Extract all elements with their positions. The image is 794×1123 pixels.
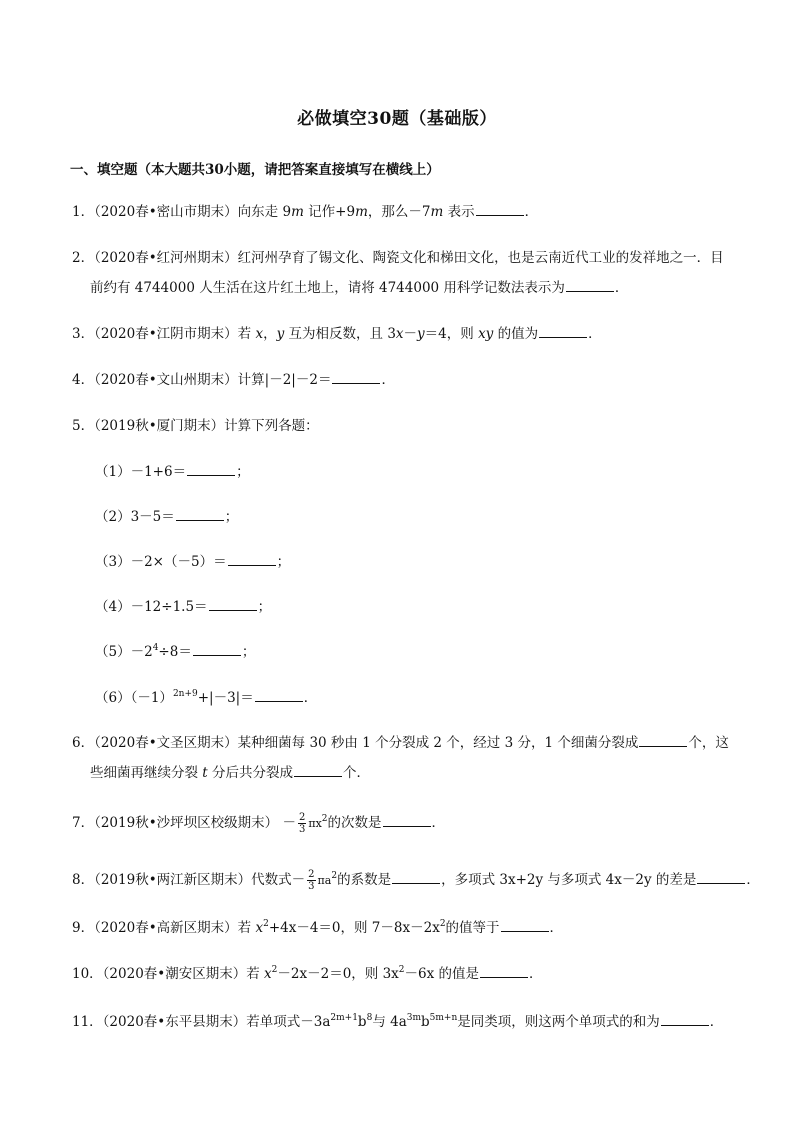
question-4 bbox=[72, 371, 395, 389]
term: πx bbox=[308, 817, 322, 830]
question-text: 计算|－2|－2＝ bbox=[237, 372, 332, 388]
question-source: 1．（2020春•密山市期末） bbox=[72, 204, 238, 220]
answer-blank[interactable] bbox=[228, 553, 276, 566]
punctuation: ． bbox=[381, 372, 395, 388]
variable: x bbox=[255, 920, 264, 936]
question-text: － bbox=[403, 326, 418, 342]
question-source: 3．（2020春•江阴市期末） bbox=[72, 326, 238, 342]
question-5 bbox=[72, 417, 319, 435]
variable: m bbox=[430, 204, 444, 220]
question-text: （2）3－5＝ bbox=[95, 509, 175, 525]
question-text: 记作+9 bbox=[303, 204, 356, 220]
question-text: 红河州孕育了锡文化、陶瓷文化和梯田文化，也是云南近代工业的发祥地之一．目 bbox=[237, 250, 724, 266]
punctuation: ； bbox=[257, 599, 272, 615]
question-text: b bbox=[357, 1014, 367, 1030]
answer-blank[interactable] bbox=[294, 764, 342, 777]
question-source: 8．（2019秋•两江新区期末） bbox=[72, 872, 252, 888]
question-text: 与 4a bbox=[372, 1014, 407, 1030]
answer-blank[interactable] bbox=[566, 279, 614, 292]
punctuation: ； bbox=[241, 644, 256, 660]
punctuation: ． bbox=[549, 920, 564, 936]
question-text: 前约有 4744000 人生活在这片红土地上，请将 4744000 用科学记数法表示为 bbox=[90, 280, 565, 296]
fraction bbox=[298, 812, 306, 835]
section-heading: 一、填空题（本大题共30小题，请把答案直接填写在横线上） bbox=[70, 162, 440, 178]
question-text: ，多项式 3x+2y 与多项式 4x－2y 的差是 bbox=[441, 872, 697, 888]
question-text: 若 bbox=[246, 966, 265, 982]
answer-blank[interactable] bbox=[176, 508, 224, 521]
question-11 bbox=[72, 1013, 723, 1031]
answer-blank[interactable] bbox=[332, 371, 380, 384]
exponent: 2 bbox=[263, 919, 269, 929]
question-text: +|－3|＝ bbox=[197, 690, 254, 706]
question-8 bbox=[72, 869, 760, 892]
question-text: 些细菌再继续分裂 bbox=[90, 765, 203, 781]
question-source: 10．（2020春•潮安区期末） bbox=[72, 966, 247, 982]
exponent: 2 bbox=[439, 919, 446, 929]
minus-sign: － bbox=[282, 815, 296, 831]
sub-question-3 bbox=[95, 553, 290, 571]
punctuation: ． bbox=[614, 280, 629, 296]
question-3 bbox=[72, 325, 602, 343]
punctuation: ． bbox=[303, 690, 318, 706]
exponent: 5m+n bbox=[429, 1013, 458, 1023]
answer-blank[interactable] bbox=[392, 871, 440, 884]
exponent: 2 bbox=[271, 965, 278, 975]
question-text: （4）－12÷1.5＝ bbox=[95, 599, 208, 615]
answer-blank[interactable] bbox=[480, 965, 528, 978]
question-text: 若 bbox=[237, 920, 256, 936]
fraction-denominator: 3 bbox=[298, 824, 306, 835]
question-text: 若单项式－3a bbox=[246, 1014, 331, 1030]
variable: xy bbox=[478, 326, 494, 342]
question-source: 7．（2019秋•沙坪坝区校级期末） bbox=[72, 815, 279, 831]
term: πa bbox=[317, 874, 332, 887]
answer-blank[interactable] bbox=[501, 919, 549, 932]
variable: m bbox=[291, 204, 304, 220]
question-6 bbox=[72, 734, 729, 752]
question-text: 的次数是 bbox=[327, 815, 382, 831]
variable: x bbox=[264, 966, 272, 982]
exponent: 8 bbox=[366, 1013, 373, 1023]
punctuation: ． bbox=[431, 815, 446, 831]
question-text: ， bbox=[263, 326, 277, 342]
question-text: ÷8＝ bbox=[158, 644, 192, 660]
punctuation: ； bbox=[236, 464, 250, 480]
question-text: 是同类项，则这两个单项式的和为 bbox=[457, 1014, 660, 1030]
exponent: 3m bbox=[406, 1013, 422, 1023]
question-text: +4x－4＝0，则 7－8x－2x bbox=[268, 920, 440, 936]
answer-blank[interactable] bbox=[476, 203, 524, 216]
sub-question-2 bbox=[95, 508, 238, 526]
answer-blank[interactable] bbox=[661, 1013, 709, 1026]
question-9 bbox=[72, 919, 563, 937]
answer-blank[interactable] bbox=[697, 871, 745, 884]
answer-blank[interactable] bbox=[639, 734, 687, 747]
fraction-denominator: 3 bbox=[308, 881, 315, 892]
question-text: 的系数是 bbox=[337, 872, 392, 888]
sub-question-5 bbox=[95, 643, 255, 661]
question-text: ，那么－7 bbox=[367, 204, 431, 220]
punctuation: ； bbox=[276, 554, 291, 570]
answer-blank[interactable] bbox=[539, 325, 587, 338]
question-text: （3）－2×（－5）＝ bbox=[95, 554, 227, 570]
question-text: 某种细菌每 30 秒由 1 个分裂成 2 个，经过 3 分，1 个细菌分裂成 bbox=[237, 735, 639, 751]
question-text: 计算下列各题： bbox=[224, 418, 319, 434]
question-10 bbox=[72, 965, 543, 983]
question-source: 6．（2020春•文圣区期末） bbox=[72, 735, 238, 751]
question-text: 代数式－ bbox=[251, 872, 306, 888]
exponent: 2m+1 bbox=[330, 1013, 358, 1023]
sub-question-4 bbox=[95, 598, 271, 616]
question-text: 互为相反数，且 3 bbox=[284, 326, 396, 342]
question-text: 若 bbox=[237, 326, 256, 342]
question-source: 11．（2020春•东平县期末） bbox=[72, 1014, 247, 1030]
question-text: 表示 bbox=[443, 204, 475, 220]
question-text: 的值等于 bbox=[445, 920, 500, 936]
question-text: 分后共分裂成 bbox=[207, 765, 294, 781]
exponent: 2n+9 bbox=[172, 689, 198, 699]
fraction-numerator: 2 bbox=[298, 812, 306, 823]
sub-question-6 bbox=[95, 689, 317, 707]
punctuation: ． bbox=[524, 204, 539, 220]
exponent: 4 bbox=[152, 643, 159, 653]
sub-question-1 bbox=[95, 463, 250, 481]
question-text: 的值为 bbox=[493, 326, 539, 342]
question-text: －6x 的值是 bbox=[404, 966, 480, 982]
answer-blank[interactable] bbox=[383, 814, 431, 827]
variable: t bbox=[202, 765, 208, 781]
question-source: 2．（2020春•红河州期末） bbox=[72, 250, 238, 266]
exponent: 2 bbox=[398, 965, 405, 975]
exponent: 2 bbox=[321, 814, 328, 824]
answer-blank[interactable] bbox=[193, 643, 241, 656]
punctuation: ． bbox=[588, 326, 602, 342]
page-title: 必做填空30题（基础版） bbox=[297, 109, 497, 129]
question-1 bbox=[72, 203, 538, 221]
variable: x bbox=[395, 326, 404, 342]
question-text: （6）（－1） bbox=[95, 690, 173, 706]
question-source: 4．（2020春•文山州期末） bbox=[72, 372, 238, 388]
fraction bbox=[307, 869, 315, 892]
question-source: 9．（2020春•高新区期末） bbox=[72, 920, 238, 936]
variable: y bbox=[276, 326, 285, 342]
question-text: （5）－2 bbox=[95, 644, 153, 660]
variable: m bbox=[355, 204, 368, 220]
exponent: 2 bbox=[331, 871, 338, 881]
punctuation: ； bbox=[224, 509, 239, 525]
question-text: （1）－1+6＝ bbox=[95, 464, 187, 480]
punctuation: ． bbox=[529, 966, 543, 982]
question-2 bbox=[72, 249, 724, 267]
question-text: 个． bbox=[343, 765, 371, 781]
punctuation: ． bbox=[746, 872, 760, 888]
question-text: 个，这 bbox=[688, 735, 729, 751]
question-text: b bbox=[421, 1014, 430, 1030]
question-text: ＝4，则 bbox=[424, 326, 479, 342]
question-text: －2x－2＝0，则 3x bbox=[277, 966, 399, 982]
fraction-numerator: 2 bbox=[308, 869, 315, 880]
question-2-cont bbox=[90, 279, 628, 297]
variable: x bbox=[255, 326, 264, 342]
variable: y bbox=[417, 326, 425, 342]
question-7 bbox=[72, 812, 445, 835]
question-source: 5．（2019秋•厦门期末） bbox=[72, 418, 225, 434]
punctuation: ． bbox=[709, 1014, 724, 1030]
answer-blank[interactable] bbox=[187, 463, 235, 476]
question-text: 向东走 9 bbox=[237, 204, 292, 220]
question-6-cont bbox=[90, 764, 370, 782]
answer-blank[interactable] bbox=[209, 598, 257, 611]
answer-blank[interactable] bbox=[255, 689, 303, 702]
